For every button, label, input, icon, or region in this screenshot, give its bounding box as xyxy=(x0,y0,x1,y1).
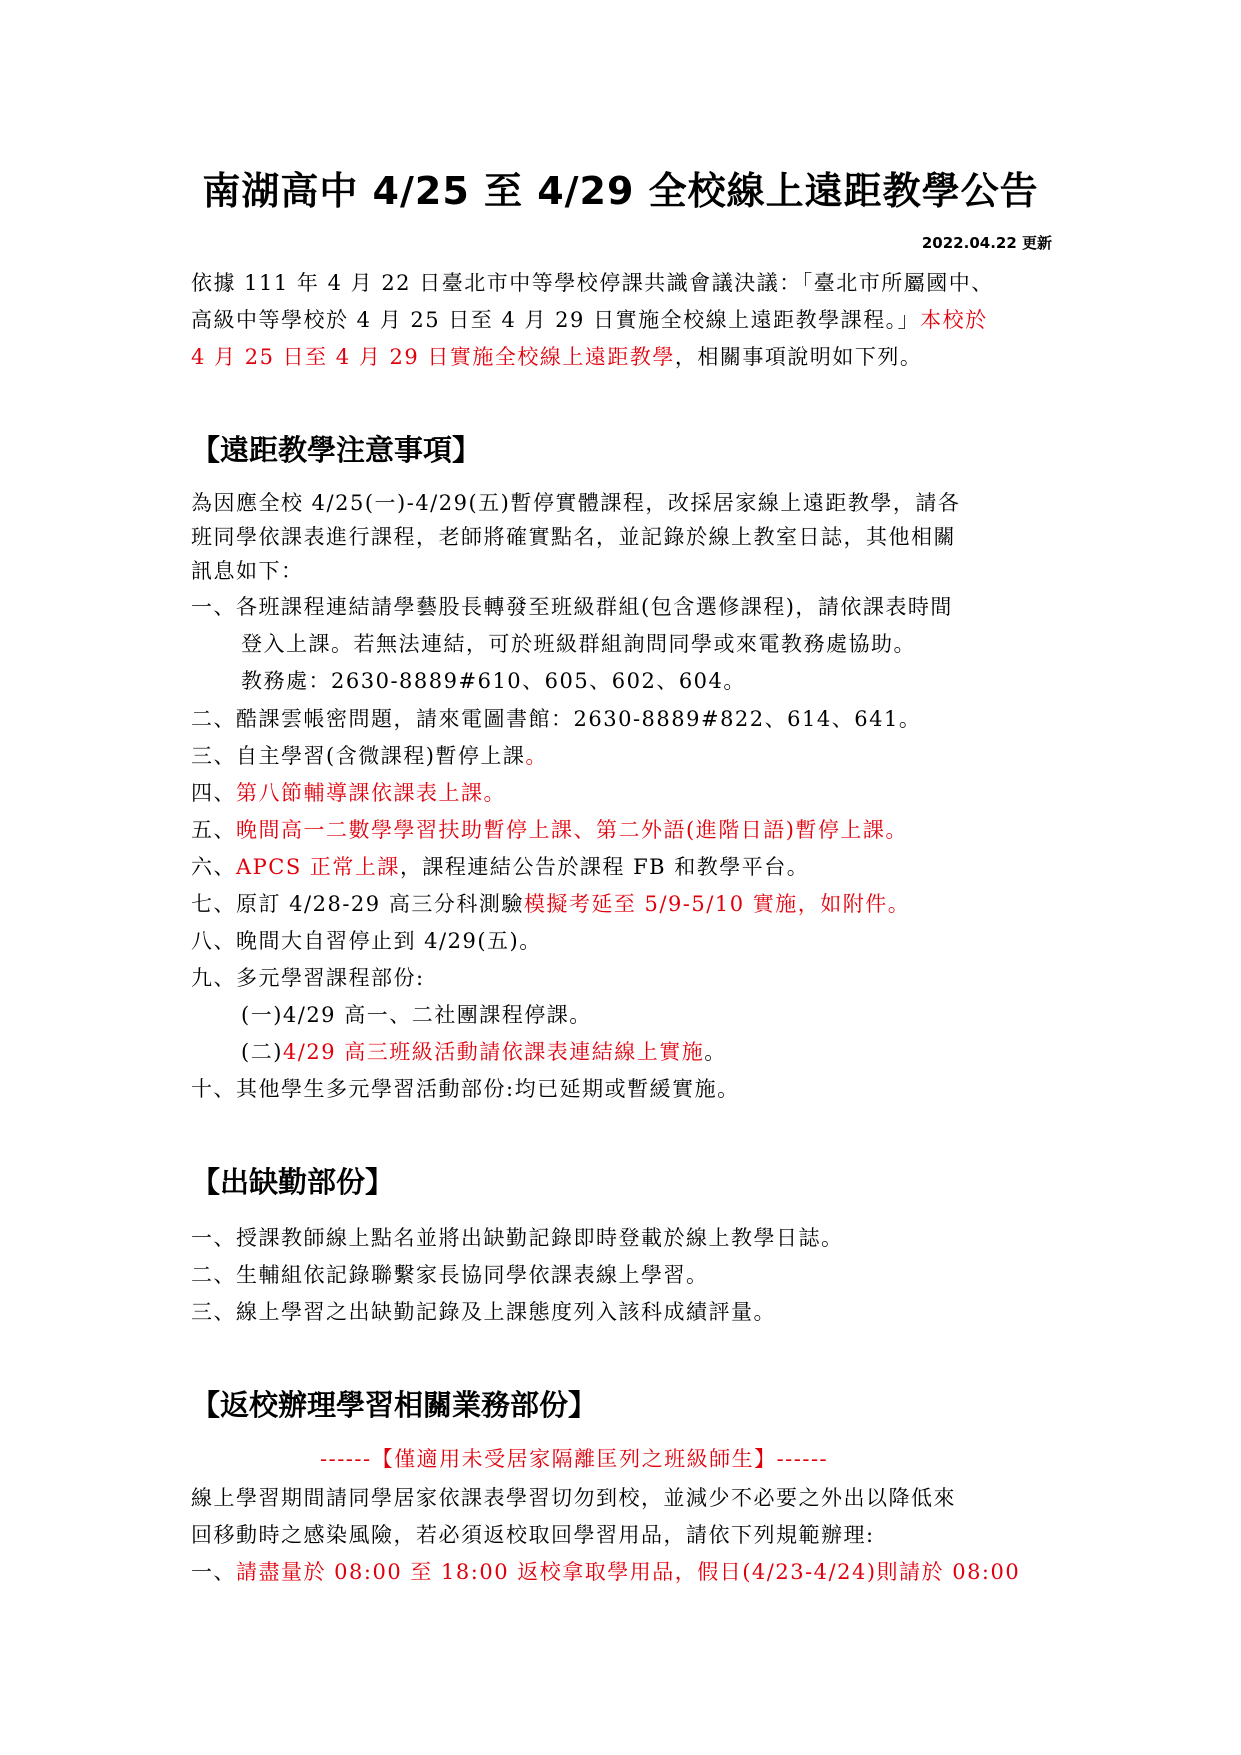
list-item-4-highlight: 第八節輔導課依課表上課。 xyxy=(236,781,506,805)
attendance-item-3: 三、線上學習之出缺勤記錄及上課態度列入該科成績評量。 xyxy=(191,1300,776,1324)
update-date: 2022.04.22 更新 xyxy=(921,234,1052,252)
return-line-2: 回移動時之感染風險，若必須返校取回學習用品，請依下列規範辦理: xyxy=(191,1523,875,1547)
list-item-9: 九、多元學習課程部份: xyxy=(191,966,425,990)
page-title: 南湖高中 4/25 至 4/29 全校線上遠距教學公告 xyxy=(202,169,1039,213)
list-item-1-line-3: 教務處：2630-8889#610、605、602、604。 xyxy=(241,669,746,693)
list-item-4 xyxy=(191,777,506,807)
return-line-1: 線上學習期間請同學居家依課表學習切勿到校，並減少不必要之外出以降低來 xyxy=(191,1486,956,1510)
attendance-item-2: 二、生輔組依記錄聯繫家長協同學依課表線上學習。 xyxy=(191,1263,709,1287)
intro-line-2 xyxy=(191,304,988,334)
list-item-9-sub-2-end: 。 xyxy=(704,1040,727,1064)
list-item-3-highlight: 。 xyxy=(525,744,548,768)
list-item-9-sub-2 xyxy=(241,1036,727,1066)
section1-intro-line-3: 訊息如下： xyxy=(191,559,304,583)
list-item-1-line-1: 一、各班課程連結請學藝股長轉發至班級群組(包含選修課程)，請依課表時間 xyxy=(191,595,953,619)
list-item-3-text: 三、自主學習(含微課程)暫停上課 xyxy=(191,744,526,768)
list-item-6-highlight: APCS 正常上課 xyxy=(236,855,400,879)
list-item-1-line-2: 登入上課。若無法連結，可於班級群組詢問同學或來電教務處協助。 xyxy=(241,632,916,656)
list-item-4-number: 四、 xyxy=(191,781,236,805)
intro-line-3 xyxy=(191,341,922,371)
intro-line-3-text: ，相關事項說明如下列。 xyxy=(674,345,923,369)
return-item-1 xyxy=(191,1556,1020,1586)
list-item-6 xyxy=(191,851,809,881)
list-item-5-number: 五、 xyxy=(191,818,236,842)
list-item-5 xyxy=(191,814,908,844)
list-item-7-highlight: 模擬考延至 5/9-5/10 實施，如附件。 xyxy=(523,892,911,916)
return-item-1-highlight: 請盡量於 08:00 至 18:00 返校拿取學用品，假日(4/23-4/24)則請於 08:00 xyxy=(236,1560,1021,1584)
section1-intro-line-1: 為因應全校 4/25(一)-4/29(五)暫停實體課程，改採居家線上遠距教學，請各 xyxy=(191,491,961,515)
list-item-6-number: 六、 xyxy=(191,855,236,879)
list-item-2: 二、酷課雲帳密問題，請來電圖書館：2630-8889#822、614、641。 xyxy=(191,707,922,731)
return-item-1-number: 一、 xyxy=(191,1560,236,1584)
section1-intro-line-2: 班同學依課表進行課程，老師將確實點名，並記錄於線上教室日誌，其他相關 xyxy=(191,525,956,549)
intro-line-1: 依據 111 年 4 月 22 日臺北市中等學校停課共識會議決議：「臺北市所屬國中、 xyxy=(191,271,994,295)
list-item-9-sub-2-number: (二) xyxy=(241,1040,283,1064)
list-item-7-text: 七、原訂 4/28-29 高三分科測驗 xyxy=(191,892,524,916)
list-item-9-sub-1: (一)4/29 高一、二社團課程停課。 xyxy=(241,1003,592,1027)
section-heading-attendance: 【出缺勤部份】 xyxy=(191,1165,395,1199)
eligibility-notice: ------【僅適用未受居家隔離匡列之班級師生】------ xyxy=(320,1447,829,1471)
list-item-3 xyxy=(191,740,548,770)
section-heading-remote-teaching: 【遠距教學注意事項】 xyxy=(191,433,482,467)
intro-line-3-highlight: 4 月 25 日至 4 月 29 日實施全校線上遠距教學 xyxy=(191,345,675,369)
list-item-10: 十、其他學生多元學習活動部份:均已延期或暫緩實施。 xyxy=(191,1077,740,1101)
list-item-8: 八、晚間大自習停止到 4/29(五)。 xyxy=(191,929,542,953)
list-item-7 xyxy=(191,888,910,918)
intro-line-2-highlight: 本校於 xyxy=(920,308,988,332)
list-item-9-sub-2-highlight: 4/29 高三班級活動請依課表連結線上實施 xyxy=(282,1040,705,1064)
list-item-5-highlight: 晚間高一二數學學習扶助暫停上課、第二外語(進階日語)暫停上課。 xyxy=(236,818,908,842)
attendance-item-1: 一、授課教師線上點名並將出缺勤記錄即時登載於線上教學日誌。 xyxy=(191,1226,844,1250)
section-heading-return-to-school: 【返校辦理學習相關業務部份】 xyxy=(191,1388,598,1422)
list-item-6-text: ，課程連結公告於課程 FB 和教學平台。 xyxy=(399,855,810,879)
intro-line-2-text: 高級中等學校於 4 月 25 日至 4 月 29 日實施全校線上遠距教學課程。」 xyxy=(191,308,921,332)
